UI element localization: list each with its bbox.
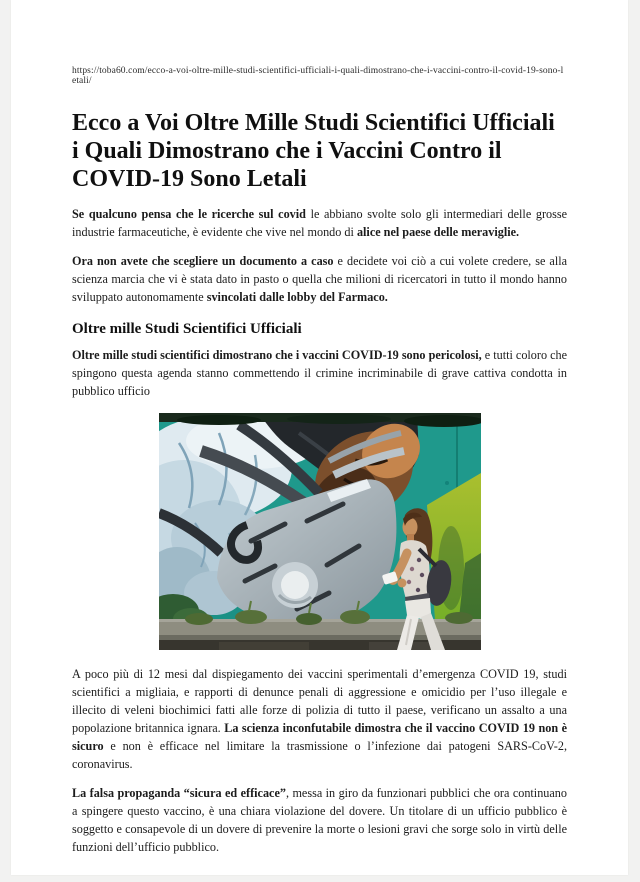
- documents-paragraph: Ora non avete che scegliere un documento a caso e decidete voi ciò a cui volete credere, se alla scienza marcia che vi è stata dato in pasto o quella che milioni di ricercatori in tutto il mondo hanno sviluppato autonomamente svincolati dalle lobby del Farmaco.: [72, 254, 567, 304]
- deployment-paragraph: A poco più di 12 mesi dal dispiegamento dei vaccini sperimentali d’emergenza COVID 19, studi scientifici a migliaia, e rapporti di denunce penali di aggressione e omicidio per l’uso illegale e illecito di veleni biochimici fatti alle forze di polizia di tutto il paese, verificano un assalto a una popolazione britannica ignara. La scienza inconfutabile dimostra che il vaccino COVID 19 non è sicuro e non è efficace nel limitare la trasmissione o l’infezione dai patogeni SARS-CoV-2, coronavirus.: [72, 667, 567, 771]
- propaganda-paragraph: La falsa propaganda “sicura ed efficace”, messa in giro da funzionari pubblici che ora continuano a spingere questo vaccino, è una chiara violazione del dovere. Un titolare di un ufficio pubblico è soggetto e consapevole di un dovere di prevenire la morte o lesioni gravi che sorge solo in virtù delle funzioni dell’ufficio pubblico.: [72, 786, 567, 854]
- page: [11, 0, 628, 875]
- article-url: https://toba60.com/ecco-a-voi-oltre-mille-studi-scientifici-ufficiali-i-quali-dimostrano-che-i-vaccini-contro-il-covid-19-sono-letali/: [72, 66, 564, 86]
- section-paragraph: Oltre mille studi scientifici dimostrano che i vaccini COVID-19 sono pericolosi, e tutti coloro che spingono questa agenda stanno commettendo il crimine incriminabile di grave cattiva condotta in pubblico ufficio: [72, 348, 568, 398]
- intro-paragraph: Se qualcuno pensa che le ricerche sul covid le abbiano svolte solo gli intermediari delle grosse industrie farmaceutiche, è evidente che vive nel mondo di alice nel paese delle meraviglie.: [72, 207, 567, 239]
- mask-valve: [272, 562, 318, 608]
- article: [11, 0, 628, 856]
- article-image: [159, 413, 481, 650]
- section-heading: Oltre mille Studi Scientifici Ufficiali: [72, 321, 302, 337]
- article-title: Ecco a Voi Oltre Mille Studi Scientifici Ufficiali i Quali Dimostrano che i Vaccini Contro il COVID-19 Sono Letali: [72, 110, 555, 192]
- mural-photo-svg: [159, 413, 481, 650]
